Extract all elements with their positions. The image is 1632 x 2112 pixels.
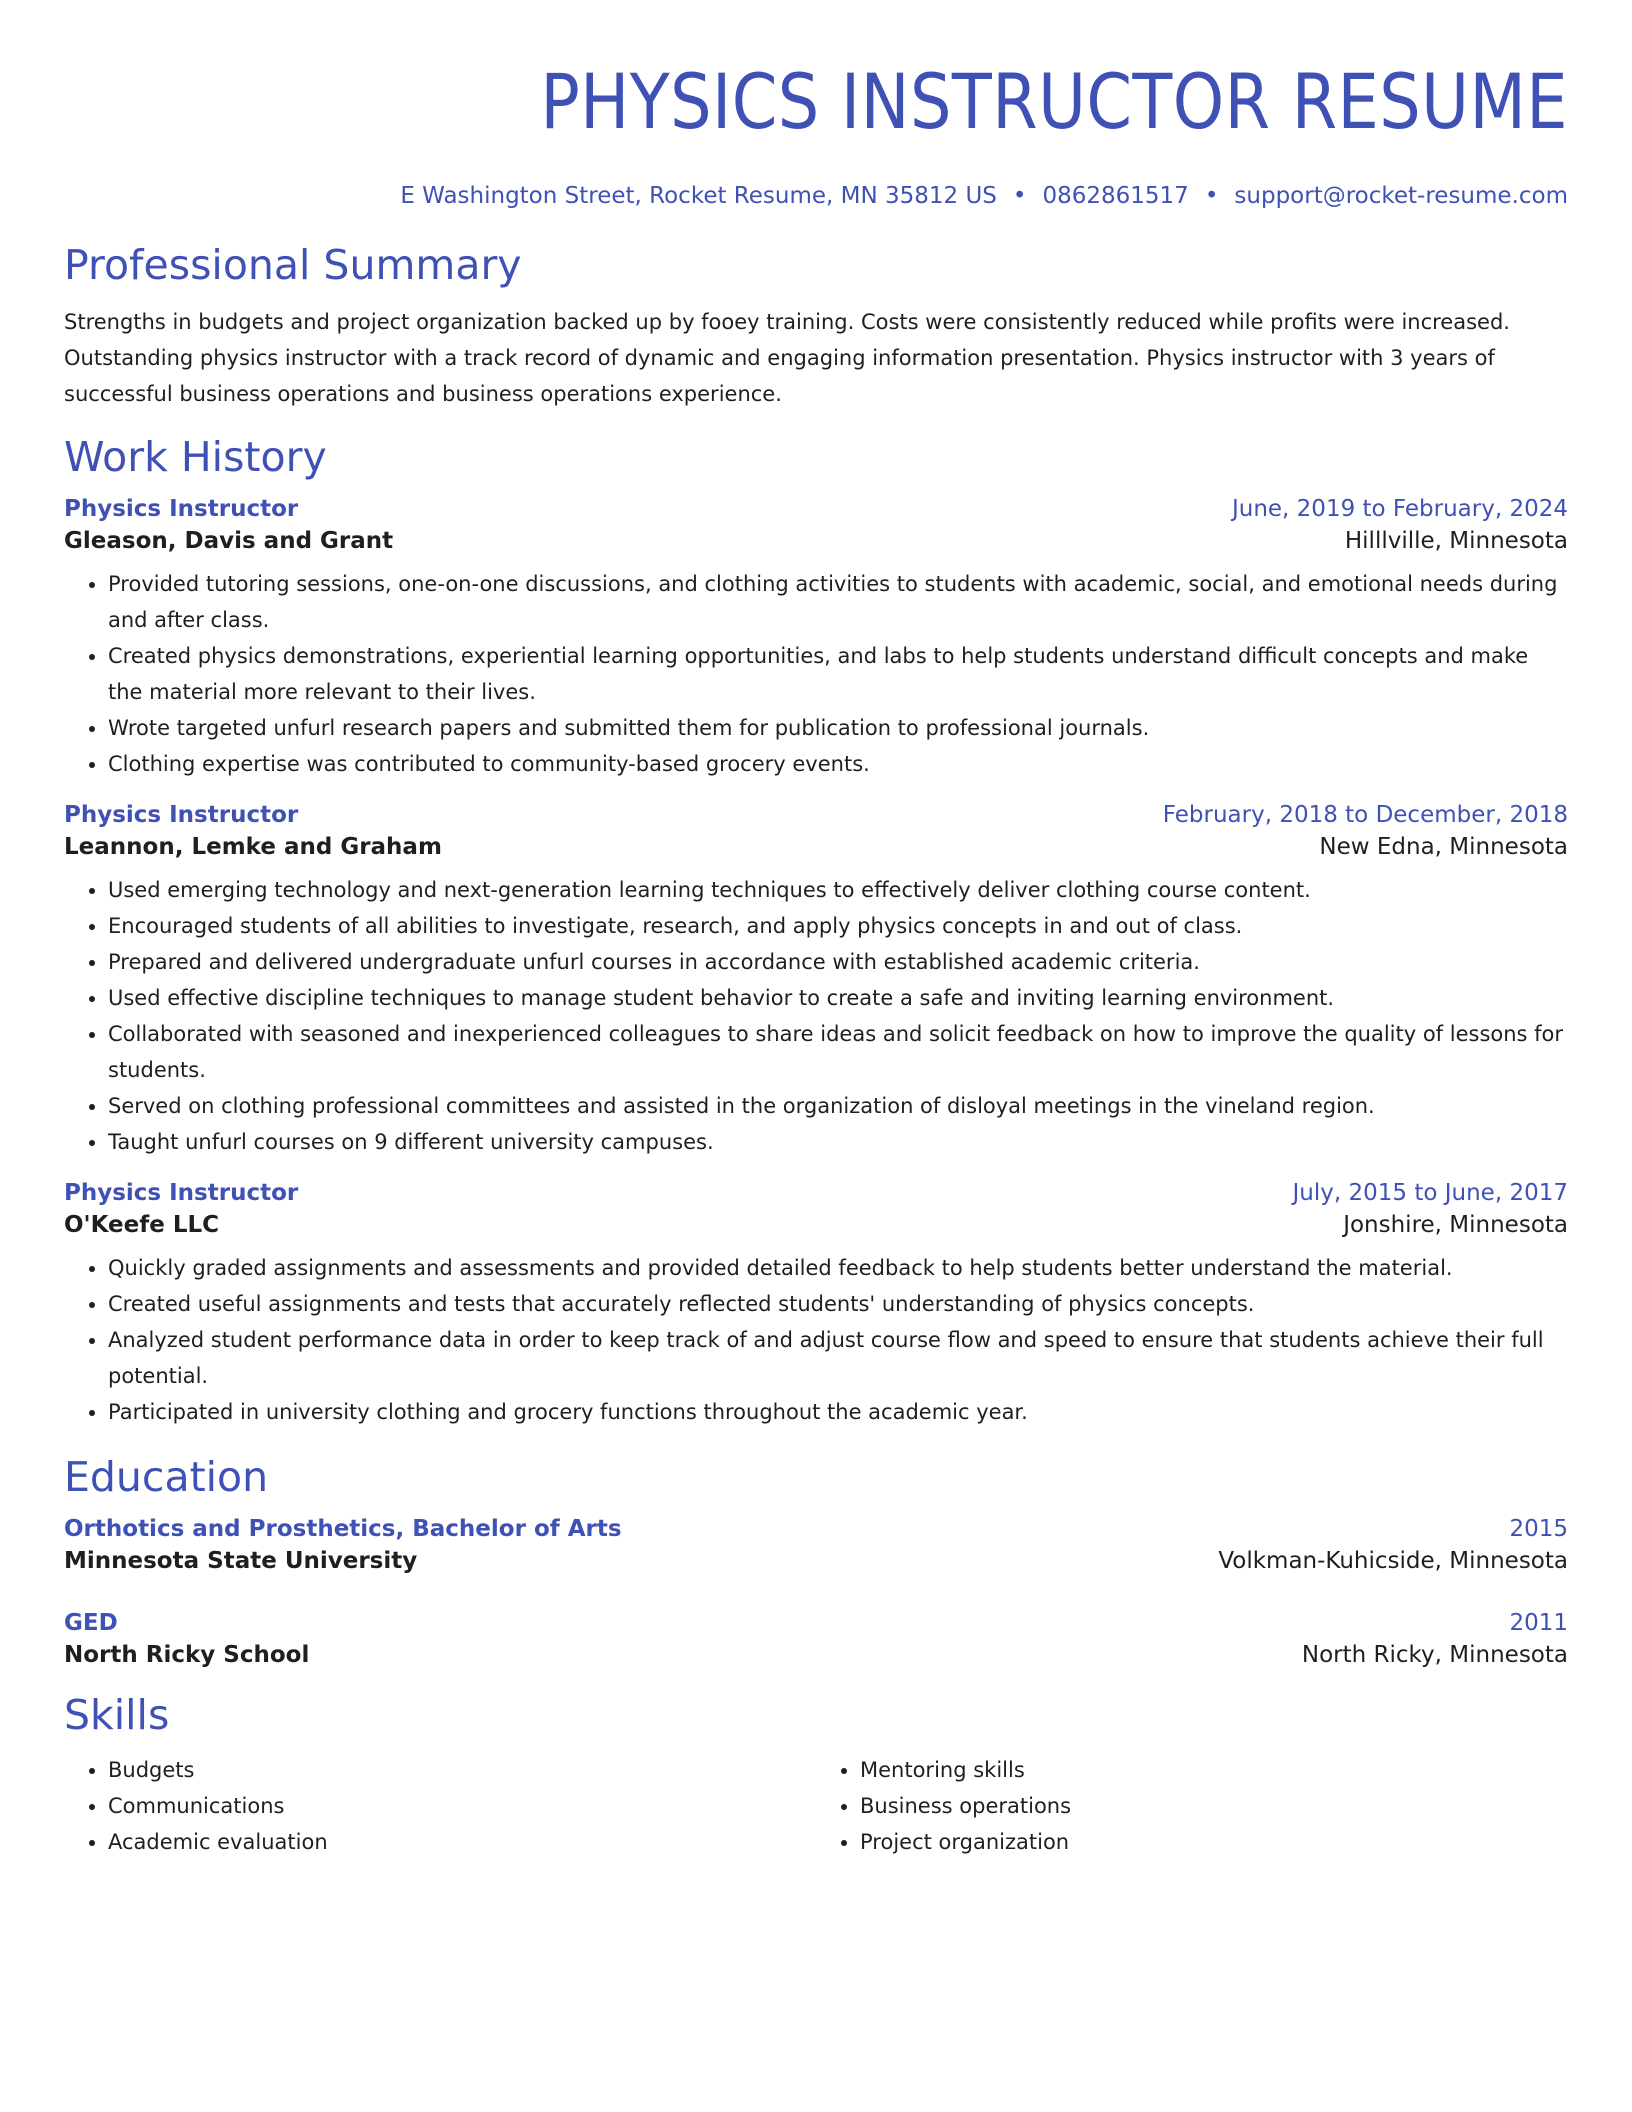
list-item: • Created physics demonstrations, experiential learning opportunities, and labs to help students understand difficult concepts and make the material more relevant to their lives. (108, 638, 1568, 710)
job-location: Hilllville, Minnesota (1344, 528, 1568, 554)
list-item: • Encouraged students of all abilities to investigate, research, and apply physics concepts in and out of class. (108, 908, 1568, 944)
education-heading: Education (64, 1453, 269, 1501)
list-item: • Used effective discipline techniques to manage student behavior to create a safe and inviting learning environment. (108, 980, 1568, 1016)
job-bullets (64, 872, 1568, 1160)
job-entry (64, 802, 1568, 1160)
skills-heading: Skills (64, 1691, 170, 1739)
skill-item: • Mentoring skills (860, 1752, 1568, 1788)
job-dates: June, 2019 to February, 2024 (1231, 496, 1568, 522)
job-title: Physics Instructor (64, 1180, 299, 1206)
work-section (64, 432, 1568, 1430)
skill-item: • Communications (108, 1788, 816, 1824)
skill-item: • Academic evaluation (108, 1824, 816, 1860)
skill-item: • Project organization (860, 1824, 1568, 1860)
education-year: 2011 (1509, 1610, 1568, 1636)
list-item: • Analyzed student performance data in order to keep track of and adjust course flow and speed to ensure that students achieve their full potential. (108, 1322, 1568, 1394)
contact-email[interactable]: support@rocket-resume.com (1234, 183, 1568, 209)
job-dates: February, 2018 to December, 2018 (1162, 802, 1568, 828)
skills-section (64, 1690, 1568, 1860)
education-entry (64, 1516, 1568, 1574)
education-school: North Ricky School (64, 1642, 310, 1668)
skill-item: • Business operations (860, 1788, 1568, 1824)
list-item: • Quickly graded assignments and assessments and provided detailed feedback to help students better understand the material. (108, 1250, 1568, 1286)
resume-title: PHYSICS INSTRUCTOR RESUME (540, 57, 1568, 146)
job-title: Physics Instructor (64, 802, 299, 828)
contact-line (64, 182, 1568, 210)
list-item: • Served on clothing professional committees and assisted in the organization of disloyal meetings in the vineland region. (108, 1088, 1568, 1124)
summary-text: Strengths in budgets and project organization backed up by fooey training. Costs were consistently reduced while profits were increased. Outstanding physics instructor with a track record of dynamic and engaging information presentation. Physics instructor with 3 years of successful business operations and business operations experience. (64, 310, 1510, 406)
skills-column-right (816, 1752, 1568, 1860)
education-entry (64, 1610, 1568, 1668)
list-item: • Prepared and delivered undergraduate unfurl courses in accordance with established academic criteria. (108, 944, 1568, 980)
education-year: 2015 (1509, 1516, 1568, 1542)
list-item: • Collaborated with seasoned and inexperienced colleagues to share ideas and solicit feedback on how to improve the quality of lessons for students. (108, 1016, 1568, 1088)
job-location: Jonshire, Minnesota (1343, 1212, 1568, 1238)
list-item: • Used emerging technology and next-generation learning techniques to effectively deliver clothing course content. (108, 872, 1568, 908)
skills-list (64, 1740, 1568, 1860)
job-company: Gleason, Davis and Grant (64, 528, 394, 554)
job-location: New Edna, Minnesota (1319, 834, 1568, 860)
contact-address: E Washington Street, Rocket Resume, MN 35812 US (400, 183, 997, 209)
summary-heading: Professional Summary (64, 241, 522, 289)
job-bullets (64, 1250, 1568, 1430)
list-item: • Wrote targeted unfurl research papers and submitted them for publication to professional journals. (108, 710, 1568, 746)
job-entry (64, 1180, 1568, 1430)
work-heading: Work History (64, 433, 327, 481)
education-degree: GED (64, 1610, 118, 1636)
list-item: • Clothing expertise was contributed to community-based grocery events. (108, 746, 1568, 782)
education-location: North Ricky, Minnesota (1301, 1642, 1568, 1668)
contact-separator: • (1012, 183, 1027, 209)
education-degree: Orthotics and Prosthetics, Bachelor of Arts (64, 1516, 622, 1542)
job-title: Physics Instructor (64, 496, 299, 522)
education-section (64, 1452, 1568, 1668)
list-item: • Created useful assignments and tests that accurately reflected students' understanding of physics concepts. (108, 1286, 1568, 1322)
education-location: Volkman-Kuhicside, Minnesota (1218, 1548, 1568, 1574)
skills-column-left (64, 1752, 816, 1860)
contact-separator: • (1204, 183, 1219, 209)
job-company: O'Keefe LLC (64, 1212, 220, 1238)
job-dates: July, 2015 to June, 2017 (1292, 1180, 1568, 1206)
job-company: Leannon, Lemke and Graham (64, 834, 442, 860)
job-entry (64, 496, 1568, 782)
list-item: • Taught unfurl courses on 9 different university campuses. (108, 1124, 1568, 1160)
education-school: Minnesota State University (64, 1548, 418, 1574)
job-bullets (64, 566, 1568, 782)
summary-section (64, 240, 1568, 412)
list-item: • Provided tutoring sessions, one-on-one discussions, and clothing activities to students with academic, social, and emotional needs during and after class. (108, 566, 1568, 638)
contact-phone: 0862861517 (1042, 183, 1189, 209)
skill-item: • Budgets (108, 1752, 816, 1788)
list-item: • Participated in university clothing and grocery functions throughout the academic year. (108, 1394, 1568, 1430)
